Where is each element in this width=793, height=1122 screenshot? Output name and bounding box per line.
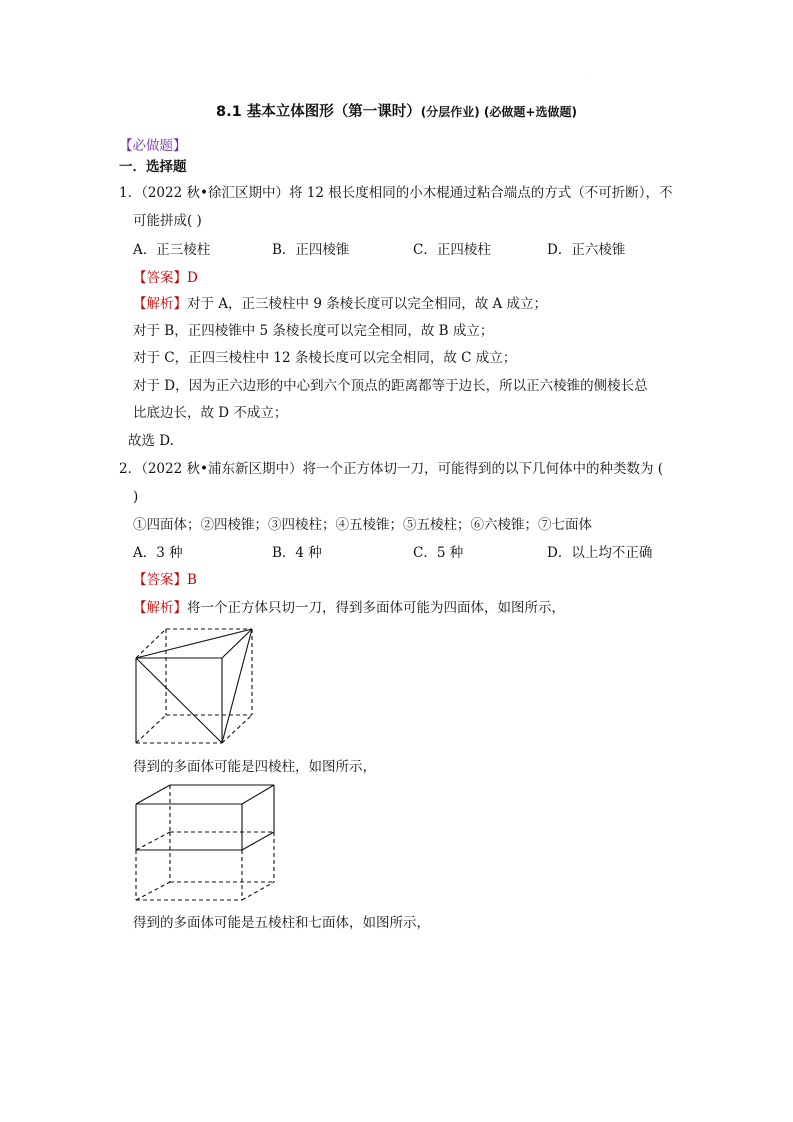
q2-caption2: 得到的多面体可能是四棱柱，如图所示， bbox=[133, 759, 376, 775]
fig2-edge bbox=[242, 832, 274, 850]
q1-option-d: D．正六棱锥 bbox=[547, 242, 626, 258]
q1-analysis-line5: 比底边长，故 D 不成立； bbox=[133, 405, 288, 421]
fig2-edge bbox=[136, 832, 170, 850]
q2-stem-line1: 2．（2022 秋•浦东新区期中）将一个正方体切一刀，可能得到的以下几何体中的种类数为 ( bbox=[119, 461, 664, 477]
figure-prism-cut bbox=[130, 782, 280, 907]
fig1-cut-line bbox=[136, 658, 222, 743]
q2-option-d: D．以上均不正确 bbox=[547, 545, 653, 561]
fig1-edge bbox=[222, 629, 252, 658]
part-heading: 一．选择题 bbox=[119, 159, 187, 175]
fig2-edge bbox=[136, 785, 170, 804]
q1-analysis-line4: 对于 D，因为正六边形的中心到六个顶点的距离都等于边长，所以正六棱锥的侧棱长总 bbox=[133, 378, 648, 394]
q2-answer-tag: 【答案】 bbox=[133, 572, 187, 588]
q2-caption3: 得到的多面体可能是五棱柱和七面体，如图所示， bbox=[133, 915, 430, 931]
q1-answer-tag: 【答案】 bbox=[133, 270, 187, 286]
q2-analysis-line1 bbox=[133, 598, 565, 618]
q2-option-b: B．4 种 bbox=[272, 545, 322, 561]
fig1-edge bbox=[136, 715, 166, 743]
title-main: 8.1 基本立体图形（第一课时） bbox=[216, 104, 421, 120]
fig1-cut-line bbox=[136, 629, 252, 658]
fig2-edge bbox=[242, 785, 274, 804]
q1-stem-line2: 可能拼成( ) bbox=[133, 213, 202, 229]
q2-answer bbox=[133, 570, 197, 590]
q1-answer bbox=[133, 268, 198, 288]
q1-analysis-line3: 对于 C，正四三棱柱中 12 条棱长度可以完全相同，故 C 成立； bbox=[133, 350, 517, 366]
q1-analysis-text1: 对于 A，正三棱柱中 9 条棱长度可以完全相同，故 A 成立； bbox=[187, 296, 548, 312]
q1-answer-value: D bbox=[187, 270, 198, 286]
q2-analysis-tag: 【解析】 bbox=[133, 600, 187, 616]
q2-stem-line2: ) bbox=[133, 489, 139, 505]
section-label: 【必做题】 bbox=[119, 138, 187, 154]
q1-analysis-line1 bbox=[133, 294, 547, 314]
page-title bbox=[0, 100, 793, 121]
q2-answer-value: B bbox=[187, 572, 197, 588]
fig1-edge bbox=[222, 715, 252, 743]
q2-option-c: C．5 种 bbox=[413, 545, 464, 561]
figure-tetrahedron-cut bbox=[130, 625, 260, 750]
q1-analysis-tag: 【解析】 bbox=[133, 296, 187, 312]
q1-conclusion: 故选 D. bbox=[128, 433, 174, 449]
fig1-edge bbox=[136, 629, 166, 658]
fig2-edge bbox=[136, 882, 170, 900]
q2-analysis-text1: 将一个正方体只切一刀，得到多面体可能为四面体，如图所示， bbox=[187, 600, 565, 616]
q1-option-b: B．正四棱锥 bbox=[272, 242, 350, 258]
q1-option-c: C．正四棱柱 bbox=[413, 242, 491, 258]
q1-stem-line1: 1．（2022 秋•徐汇区期中）将 12 根长度相同的小木棍通过粘合端点的方式（不可折断），不 bbox=[119, 185, 673, 201]
fig2-edge bbox=[242, 882, 274, 900]
title-sub: (分层作业) (必做题+选做题) bbox=[420, 105, 577, 119]
q1-analysis-line2: 对于 B，正四棱锥中 5 条棱长度可以完全相同，故 B 成立； bbox=[133, 323, 494, 339]
fig1-cut-line bbox=[222, 629, 252, 743]
corner-mark: · bbox=[588, 72, 590, 78]
q2-option-a: A．3 种 bbox=[133, 545, 183, 561]
q2-items: ①四面体；②四棱锥；③四棱柱；④五棱锥；⑤五棱柱；⑥六棱锥；⑦七面体 bbox=[133, 517, 592, 533]
q1-option-a: A．正三棱柱 bbox=[133, 242, 211, 258]
